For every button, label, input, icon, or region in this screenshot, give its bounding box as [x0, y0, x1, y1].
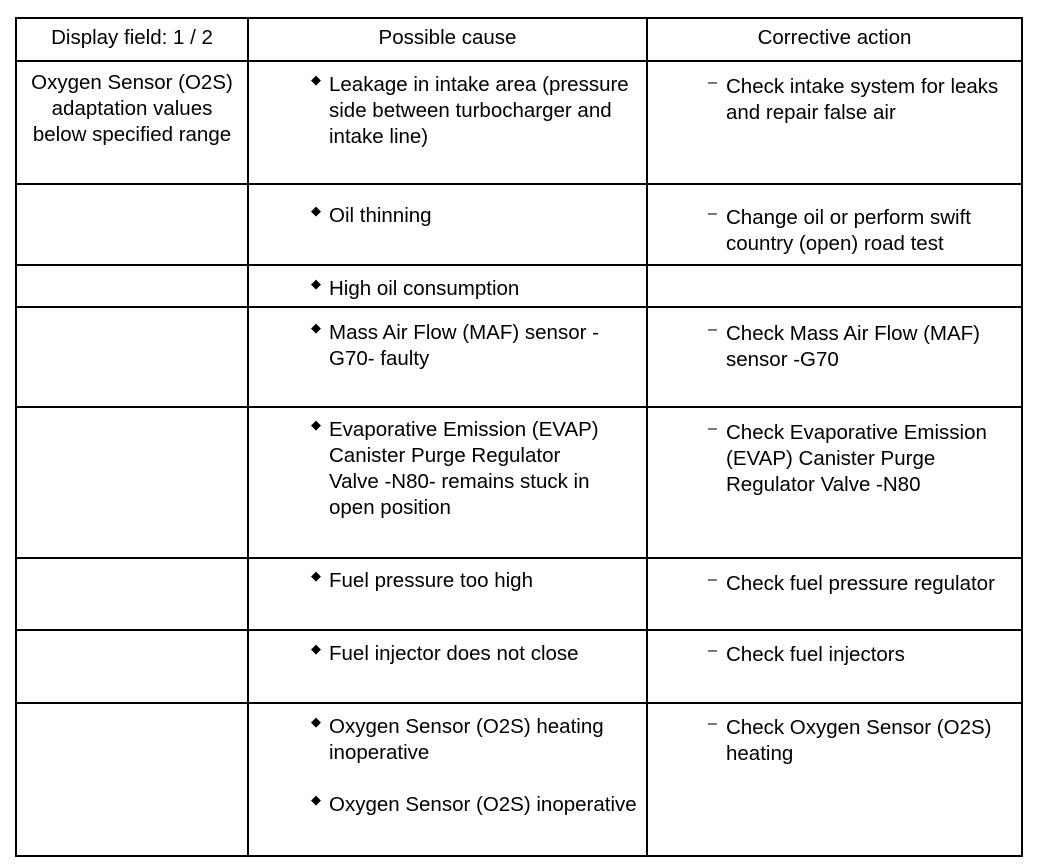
- row-divider: [15, 183, 1023, 185]
- cause-text: Leakage in intake area (pressure side between turbocharger and intake line): [329, 73, 629, 148]
- diagnosis-table: [15, 17, 1023, 857]
- display-field-cell: Oxygen Sensor (O2S) adaptation values below specified range: [31, 71, 233, 146]
- cause-item: [311, 276, 641, 302]
- cause-text: Fuel injector does not close: [329, 642, 579, 665]
- column-divider: [646, 17, 648, 857]
- cause-text: Fuel pressure too high: [329, 569, 533, 592]
- header-corrective-action: Corrective action: [757, 26, 912, 49]
- table-border-bottom: [15, 855, 1023, 857]
- cause-text: Oxygen Sensor (O2S) inoperative: [329, 793, 637, 816]
- dash-icon: –: [708, 642, 717, 659]
- bullet-icon: ◆: [311, 320, 321, 335]
- table-border-top: [15, 17, 1023, 19]
- action-item: [708, 74, 1018, 126]
- cause-item: [311, 203, 641, 229]
- header-possible-cause: Possible cause: [378, 26, 517, 49]
- bullet-icon: ◆: [311, 203, 321, 218]
- header-display-field: Display field: 1 / 2: [51, 26, 213, 49]
- bullet-icon: ◆: [311, 417, 321, 432]
- row-divider: [15, 406, 1023, 408]
- row-divider: [15, 629, 1023, 631]
- bullet-icon: ◆: [311, 714, 321, 729]
- dash-icon: –: [708, 420, 717, 437]
- action-item: [708, 571, 1008, 597]
- action-item: [708, 715, 1008, 767]
- cause-text: Evaporative Emission (EVAP) Canister Purge Regulator Valve -N80- remains stuck in open position: [329, 418, 599, 519]
- cause-text: Oil thinning: [329, 204, 432, 227]
- dash-icon: –: [708, 205, 717, 222]
- action-text: Check intake system for leaks and repair false air: [726, 75, 999, 124]
- cause-item: [311, 568, 641, 594]
- row-divider: [15, 702, 1023, 704]
- action-item: [708, 321, 1018, 373]
- bullet-icon: ◆: [311, 568, 321, 583]
- action-text: Check Mass Air Flow (MAF) sensor -G70: [726, 322, 980, 371]
- row-divider: [15, 306, 1023, 308]
- bullet-icon: ◆: [311, 641, 321, 656]
- cause-text: High oil consumption: [329, 277, 520, 300]
- dash-icon: –: [708, 74, 717, 91]
- bullet-icon: ◆: [311, 792, 321, 807]
- cause-list: [311, 714, 641, 844]
- header-divider: [15, 60, 1023, 62]
- cause-item: [311, 792, 641, 818]
- dash-icon: –: [708, 321, 717, 338]
- action-item: [708, 205, 1020, 257]
- dash-icon: –: [708, 715, 717, 732]
- action-item: [708, 642, 1018, 668]
- table-border-left: [15, 17, 17, 857]
- action-item: [708, 420, 1008, 498]
- bullet-icon: ◆: [311, 72, 321, 87]
- column-divider: [247, 17, 249, 857]
- cause-item: [311, 714, 641, 766]
- action-text: Check fuel injectors: [726, 643, 905, 666]
- cause-text: Oxygen Sensor (O2S) heating inoperative: [329, 715, 604, 764]
- cause-item: [311, 320, 641, 372]
- cause-item: [311, 417, 611, 521]
- action-text: Check fuel pressure regulator: [726, 572, 995, 595]
- bullet-icon: ◆: [311, 276, 321, 291]
- row-divider: [15, 557, 1023, 559]
- dash-icon: –: [708, 571, 717, 588]
- action-text: Change oil or perform swift country (open) road test: [726, 206, 971, 255]
- action-text: Check Evaporative Emission (EVAP) Canister Purge Regulator Valve -N80: [726, 421, 987, 496]
- row-divider: [15, 264, 1023, 266]
- cause-item: [311, 72, 641, 150]
- table-border-right: [1021, 17, 1023, 857]
- action-text: Check Oxygen Sensor (O2S) heating: [726, 716, 992, 765]
- cause-item: [311, 641, 641, 667]
- cause-text: Mass Air Flow (MAF) sensor -G70- faulty: [329, 321, 599, 370]
